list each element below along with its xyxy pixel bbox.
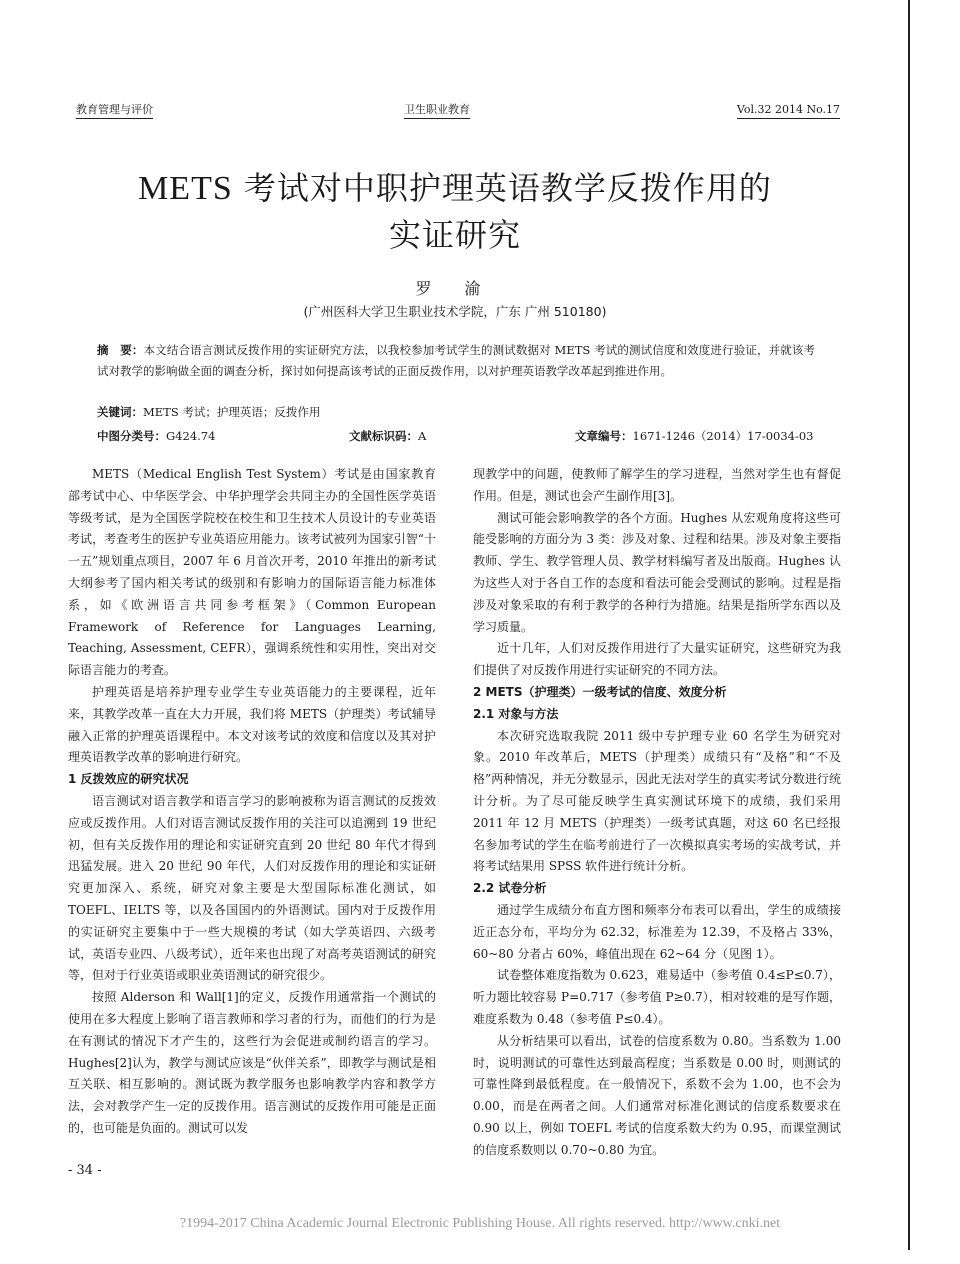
header-journal: 卫生职业教育 <box>404 104 470 119</box>
subsection-heading: 2.1 对象与方法 <box>473 706 559 721</box>
paragraph: METS（Medical English Test System）考试是由国家教育部考试中心、中华医学会、中华护理学会共同主办的全国性医学英语等级考试，是为全国医学院校在校生和卫生技术人员设计的专业英语考试，考查考生的医护专业英语应用能力。该考试被列为国家引智“十一五”规划重点项目，2007 年 6 月首次开考，2010 年推出的新考试大纲参考了国内相关考试的级别和有影响力的国际语言能力标准体系，如《欧洲语言共同参考框架》（Common European Framework of Reference for Languages Learning, Teaching, Assessment, CEFR），强调系统性和实用性，突出对交际语言能力的考查。 <box>68 467 436 678</box>
clc-label: 中图分类号： <box>97 429 166 443</box>
art-label: 文章编号： <box>575 429 633 443</box>
abstract-text: 本文结合语言测试反拨作用的实证研究方法，以我校参加考试学生的测试数据对 METS 考试的测试信度和效度进行验证，并就该考试对教学的影响做全面的调查分析，探讨如何提高该考试的正面反拨作用，以对护理英语教学改革起到推进作用。 <box>97 343 815 378</box>
page-number: - 34 - <box>68 1163 102 1178</box>
paragraph: 测试可能会影响教学的各个方面。Hughes 从宏观角度将这些可能受影响的方面分为 3 类：涉及对象、过程和结果。涉及对象主要指教师、学生、教学管理人员、教学材料编写者及出版商。Hughes 认为这些人对于各自工作的态度和看法可能会受测试的影响。过程是指涉及对象采取的有利于教学的各种行为措施。结果是指所学东西以及学习质量。 <box>473 510 841 634</box>
keywords-text: METS 考试；护理英语；反拨作用 <box>143 405 321 419</box>
article-title <box>100 165 810 258</box>
paragraph: 现教学中的问题，使教师了解学生的学习进程，当然对学生也有督促作用。但是，测试也会产生副作用[3]。 <box>473 467 841 503</box>
doc-code <box>349 428 426 444</box>
abstract-label: 摘 要： <box>97 343 144 357</box>
paragraph: 护理英语是培养护理专业学生专业英语能力的主要课程，近年来，其教学改革一直在大力开展，我们将 METS（护理类）考试辅导融入正常的护理英语课程中。本文对该考试的效度和信度以及其对护理英语教学改革的影响进行研究。 <box>68 684 436 765</box>
running-header <box>66 104 840 120</box>
body-column-right <box>473 464 841 1162</box>
keywords <box>97 404 320 420</box>
paragraph: 通过学生成绩分布直方图和频率分布表可以看出，学生的成绩接近正态分布，平均分为 62.32，标准差为 12.39，不及格占 33%，60~80 分者占 60%，峰值出现在 62~64 分（见图 1）。 <box>473 902 841 961</box>
abstract <box>97 340 815 382</box>
header-section: 教育管理与评价 <box>76 104 153 119</box>
art-value: 1671-1246（2014）17-0034-03 <box>632 429 814 443</box>
title-line-1 <box>100 165 810 212</box>
title-line-2: 实证研究 <box>388 216 521 254</box>
doc-label: 文献标识码： <box>349 429 418 443</box>
paragraph: 试卷整体难度指数为 0.623，难易适中（参考值 0.4≤P≤0.7），听力题比较容易 P=0.717（参考值 P≥0.7），相对较难的是写作题，难度系数为 0.48（参考值 P≤0.4）。 <box>473 968 841 1026</box>
body-column-left <box>68 464 436 1140</box>
subsection-heading: 2.2 试卷分析 <box>473 881 547 896</box>
section-heading: 1 反拨效应的研究状况 <box>68 772 189 787</box>
paragraph: 语言测试对语言教学和语言学习的影响被称为语言测试的反拨效应或反拨作用。人们对语言测试反拨作用的关注可以追溯到 19 世纪初，但有关反拨作用的理论和实证研究直到 20 世纪 80 年代才得到迅猛发展。进入 20 世纪 90 年代，人们对反拨作用的理论和实证研究更加深入、系统，研究对象主要是大型国际标准化测试，如 TOEFL、IELTS 等，以及各国国内的外语测试。国内对于反拨作用的实证研究主要集中于一些大规模的考试（如大学英语四、六级考试，英语专业四、八级考试），近年来也出现了对高考英语测试的研究等，但对于行业英语或职业英语测试的研究很少。 <box>68 793 436 983</box>
paragraph: 从分析结果可以看出，试卷的信度系数为 0.80。当系数为 1.00 时，说明测试的可靠性达到最高程度；当系数是 0.00 时，则测试的可靠性降到最低程度。在一般情况下，系数不会为 1.00，也不会为 0.00，而是在两者之间。人们通常对标准化测试的信度系数要求在 0.90 以上，例如 TOEFL 考试的信度系数大约为 0.95，而课堂测试的信度系数则以 0.70~0.80 为宜。 <box>473 1033 841 1157</box>
classification-row <box>97 428 817 444</box>
affiliation: (广州医科大学卫生职业技术学院，广东 广州 510180) <box>303 304 607 319</box>
clc-number <box>97 428 215 444</box>
title-line-1-rest: 考试对中职护理英语教学反拨作用的 <box>232 169 772 207</box>
paragraph: 近十几年，人们对反拨作用进行了大量实证研究，这些研究为我们提供了对反拨作用进行实证研究的不同方法。 <box>473 641 841 678</box>
header-volume: Vol.32 2014 No.17 <box>737 104 840 119</box>
footer-copyright: ?1994-2017 China Academic Journal Electronic Publishing House. All rights reserved. http://www.cnki.net <box>179 1216 781 1231</box>
article-number <box>575 428 814 444</box>
section-heading: 2 METS（护理类）一级考试的信度、效度分析 <box>473 684 727 699</box>
title-latin: METS <box>138 170 233 207</box>
page-border <box>908 0 910 1250</box>
paragraph: 按照 Alderson 和 Wall[1]的定义，反拨作用通常指一个测试的使用在多大程度上影响了语言教师和学习者的行为，而他们的行为是在有测试的情况下才产生的，这些行为会促进或制约语言的学习。Hughes[2]认为，教学与测试应该是“伙伴关系”，即教学与测试是相互关联、相互影响的。测试既为教学服务也影响教学内容和教学方法，会对教学产生一定的反拨作用。语言测试的反拨作用可能是正面的，也可能是负面的。测试可以发 <box>68 990 436 1135</box>
author: 罗 渝 <box>415 279 495 298</box>
keywords-label: 关键词： <box>97 405 143 419</box>
paragraph: 本次研究选取我院 2011 级中专护理专业 60 名学生为研究对象。2010 年改革后，METS（护理类）成绩只有“及格”和“不及格”两种情况，并无分数显示，因此无法对学生的真实考试分数进行统计分析。为了尽可能反映学生真实测试环境下的成绩，我们采用 2011 年 12 月 METS（护理类）一级考试真题，对这 60 名已经报名参加考试的学生在临考前进行了一次模拟真实考场的实战考试，并将考试结果用 SPSS 软件进行统计分析。 <box>473 728 841 874</box>
doc-value: A <box>418 429 427 443</box>
clc-value: G424.74 <box>166 429 216 443</box>
